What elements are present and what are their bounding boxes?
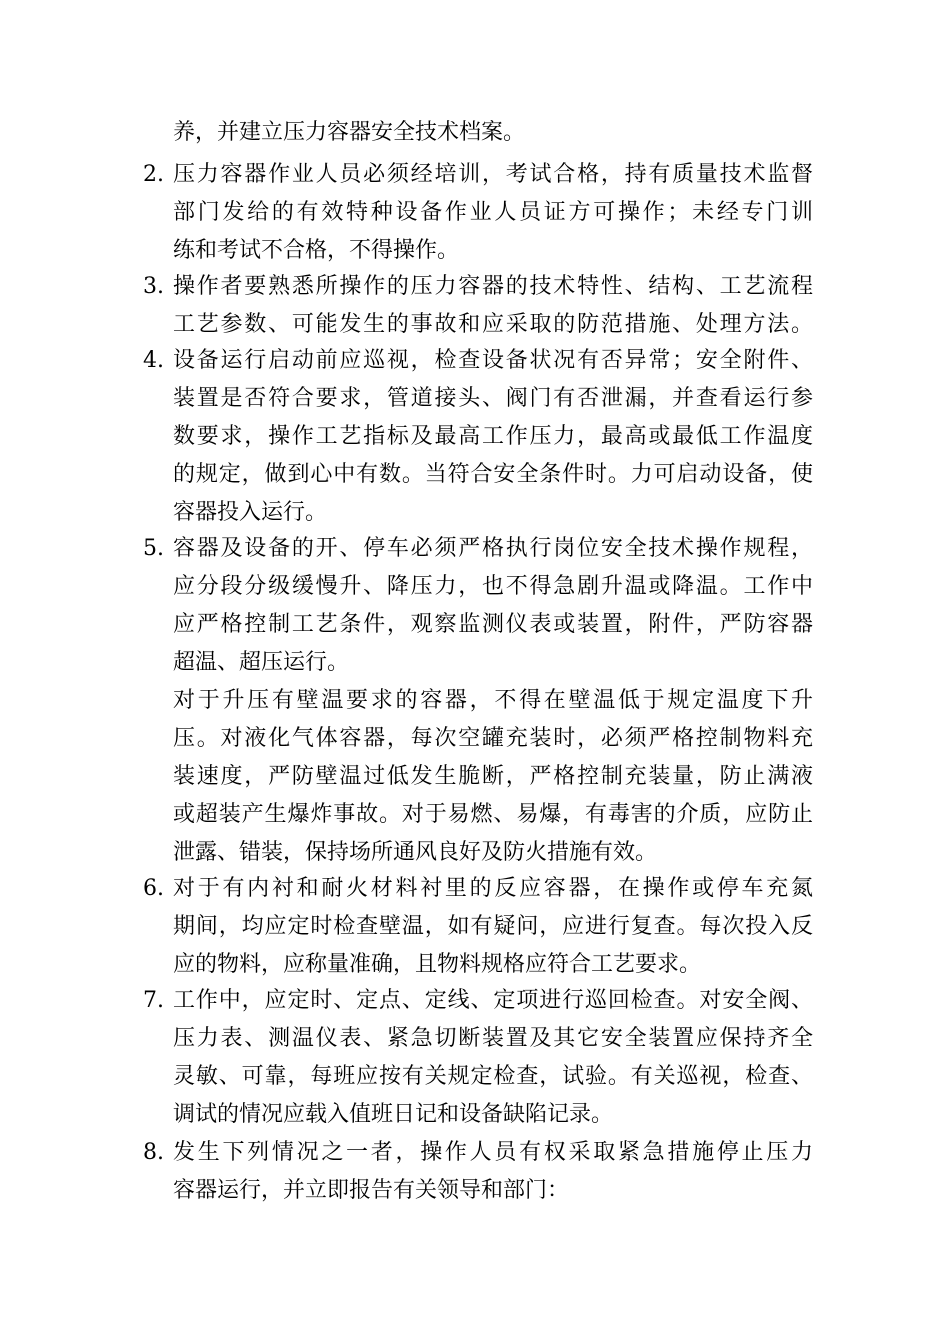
item-number: 8. — [143, 1140, 164, 1165]
item-line: 容器及设备的开、停车必须严格执行岗位安全技术操作规程， — [173, 536, 813, 561]
item-line: 压。对液化气体容器，每次空罐充装时，必须严格控制物料充 — [173, 726, 813, 751]
item-line: 泄露、错装，保持场所通风良好及防火措施有效。 — [173, 840, 658, 865]
item-line: 调试的情况应载入值班日记和设备缺陷记录。 — [173, 1102, 614, 1127]
item-number: 7. — [143, 988, 164, 1013]
item-line: 发生下列情况之一者，操作人员有权采取紧急措施停止压力 — [173, 1140, 813, 1165]
item-line: 容器投入运行。 — [173, 500, 328, 525]
item-line: 操作者要熟悉所操作的压力容器的技术特性、结构、工艺流程 — [173, 274, 813, 299]
item-line: 对于有内衬和耐火材料衬里的反应容器，在操作或停车充氮 — [173, 876, 813, 901]
item-line: 应严格控制工艺条件，观察监测仪表或装置，附件，严防容器 — [173, 612, 813, 637]
item-line: 应分段分级缓慢升、降压力，也不得急剧升温或降温。工作中 — [173, 574, 813, 599]
item-line: 容器运行，并立即报告有关领导和部门： — [173, 1178, 570, 1203]
item-line: 期间，均应定时检查壁温，如有疑问，应进行复查。每次投入反 — [173, 914, 813, 939]
item-number: 3. — [143, 274, 164, 299]
item-number: 6. — [143, 876, 164, 901]
item-number: 2. — [143, 162, 164, 187]
continuation-line: 养，并建立压力容器安全技术档案。 — [173, 120, 526, 145]
item-line: 或超装产生爆炸事故。对于易燃、易爆，有毒害的介质，应防止 — [173, 802, 813, 827]
item-line: 装置是否符合要求，管道接头、阀门有否泄漏，并查看运行参 — [173, 386, 813, 411]
item-line: 工艺参数、可能发生的事故和应采取的防范措施、处理方法。 — [173, 312, 813, 337]
item-line: 压力容器作业人员必须经培训，考试合格，持有质量技术监督 — [173, 162, 813, 187]
item-line: 的规定，做到心中有数。当符合安全条件时。力可启动设备，使 — [173, 462, 813, 487]
item-line: 数要求，操作工艺指标及最高工作压力，最高或最低工作温度 — [173, 424, 813, 449]
item-line: 对于升压有壁温要求的容器，不得在壁温低于规定温度下升 — [173, 688, 813, 713]
item-number: 5. — [143, 536, 164, 561]
item-line: 灵敏、可靠，每班应按有关规定检查，试验。有关巡视，检查、 — [173, 1064, 813, 1089]
item-line: 压力表、测温仪表、紧急切断装置及其它安全装置应保持齐全 — [173, 1026, 813, 1051]
item-line: 练和考试不合格，不得操作。 — [173, 238, 460, 263]
item-line: 设备运行启动前应巡视，检查设备状况有否异常；安全附件、 — [173, 348, 813, 373]
item-line: 超温、超压运行。 — [173, 650, 350, 675]
item-line: 应的物料，应称量准确，且物料规格应符合工艺要求。 — [173, 952, 702, 977]
item-line: 部门发给的有效特种设备作业人员证方可操作；未经专门训 — [173, 200, 813, 225]
item-number: 4. — [143, 348, 164, 373]
item-line: 工作中，应定时、定点、定线、定项进行巡回检查。对安全阀、 — [173, 988, 813, 1013]
item-line: 装速度，严防壁温过低发生脆断，严格控制充装量，防止满液 — [173, 764, 813, 789]
